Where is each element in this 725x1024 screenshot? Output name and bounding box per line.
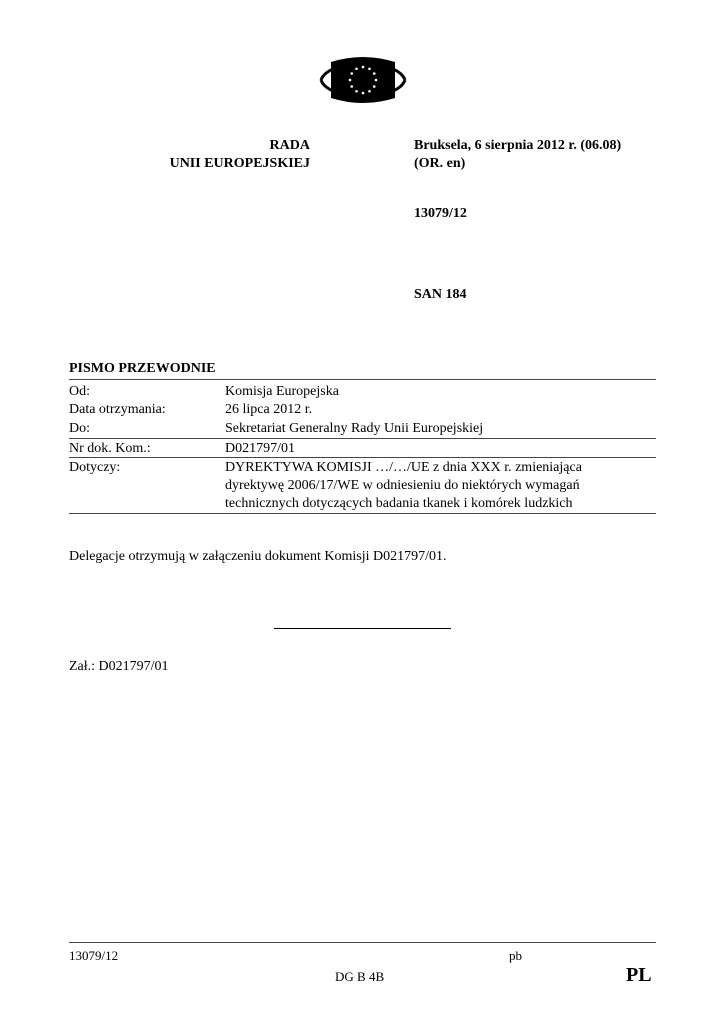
- logo-star-icon: [368, 90, 371, 93]
- row-label: Data otrzymania:: [69, 402, 166, 417]
- logo-star-icon: [362, 66, 365, 69]
- attachment-note: Zał.: D021797/01: [69, 659, 169, 674]
- row-value: [225, 459, 655, 513]
- row-value: Sekretariat Generalny Rady Unii Europejskiej: [225, 421, 484, 436]
- original-language: (OR. en): [414, 156, 466, 171]
- row-label: Od:: [69, 384, 90, 399]
- classification-code: SAN 184: [414, 287, 467, 302]
- logo-star-icon: [349, 79, 352, 82]
- footer-divider: [69, 942, 656, 943]
- date-line: Bruksela, 6 sierpnia 2012 r. (06.08): [414, 138, 622, 153]
- date-block: [414, 137, 621, 173]
- logo-star-icon: [350, 85, 353, 88]
- row-label: Do:: [69, 421, 90, 436]
- logo-star-icon: [373, 85, 376, 88]
- footer-initials: pb: [509, 948, 522, 963]
- council-eu-logo-icon: [319, 54, 407, 106]
- body-text: Delegacje otrzymują w załączeniu dokument Komisji D021797/01.: [69, 549, 447, 564]
- logo-star-icon: [355, 67, 358, 70]
- logo-star-icon: [362, 92, 365, 95]
- council-name-line2: UNII EUROPEJSKIEJ: [169, 156, 310, 171]
- subject-line: DYREKTYWA KOMISJI …/…/UE z dnia XXX r. zmieniająca: [225, 460, 582, 475]
- subject-line: technicznych dotyczących badania tkanek i komórek ludzkich: [225, 496, 573, 511]
- council-name: [160, 137, 310, 173]
- logo-star-icon: [355, 90, 358, 93]
- logo-star-icon: [350, 72, 353, 75]
- row-value: 26 lipca 2012 r.: [225, 402, 313, 417]
- row-value: D021797/01: [225, 441, 295, 456]
- letter-title: PISMO PRZEWODNIE: [69, 361, 216, 376]
- divider: [69, 457, 656, 458]
- footer-language: PL: [626, 964, 652, 986]
- divider: [69, 513, 656, 514]
- footer-doc-number: 13079/12: [69, 948, 119, 963]
- council-name-line1: RADA: [269, 138, 310, 153]
- logo-star-icon: [368, 67, 371, 70]
- footer-unit: DG B 4B: [335, 969, 385, 984]
- subject-line: dyrektywę 2006/17/WE w odniesieniu do niektórych wymagań: [225, 478, 580, 493]
- divider: [69, 438, 656, 439]
- document-number: 13079/12: [414, 206, 467, 221]
- divider: [69, 379, 656, 380]
- logo-star-icon: [373, 72, 376, 75]
- row-label: Dotyczy:: [69, 460, 121, 475]
- separator-line: [274, 628, 451, 629]
- row-label: Nr dok. Kom.:: [69, 441, 151, 456]
- row-value: Komisja Europejska: [225, 384, 339, 399]
- logo-star-icon: [375, 79, 378, 82]
